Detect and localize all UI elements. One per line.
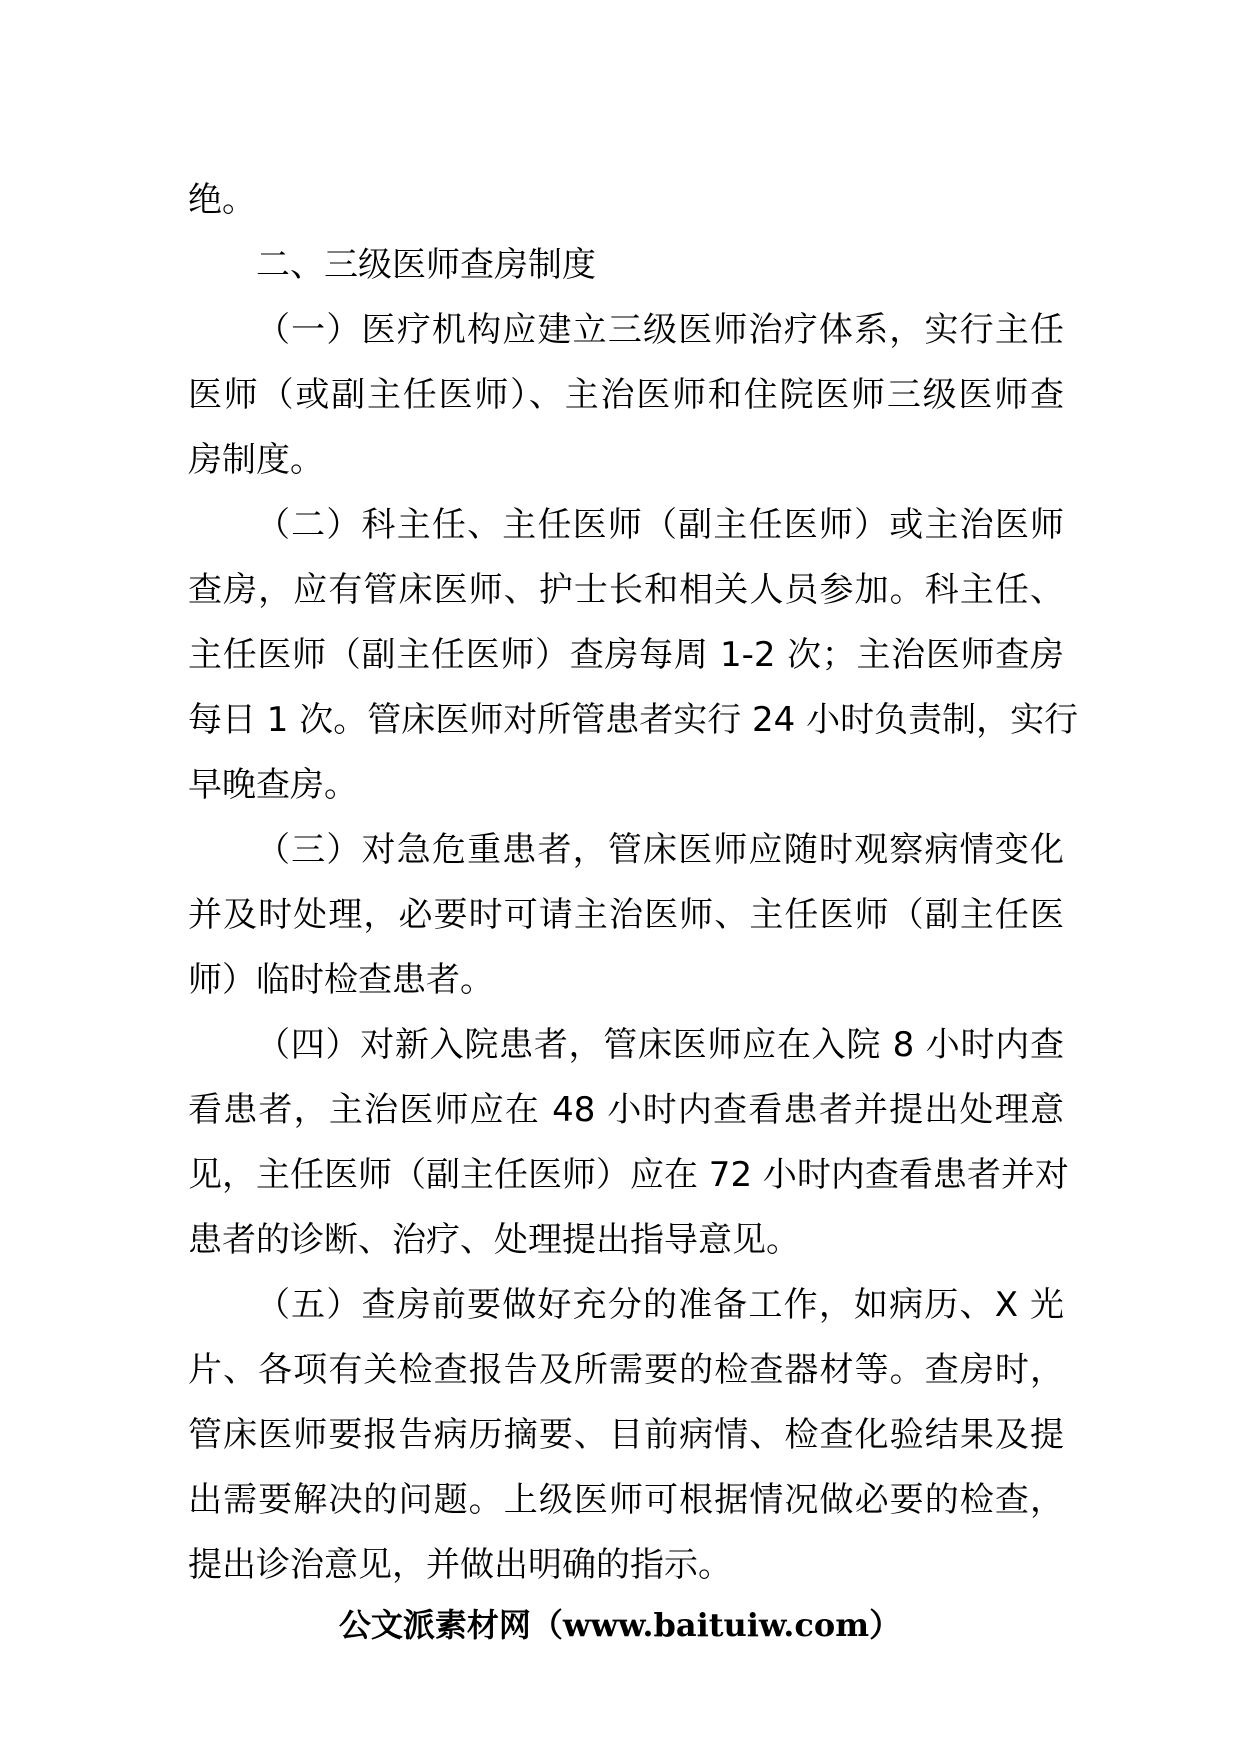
- text-line: 看患者，主治医师应在 48 小时内查看患者并提出处理意: [188, 1090, 1064, 1130]
- text-line: 提出诊治意见，并做出明确的指示。: [188, 1545, 732, 1585]
- text-line: 出需要解决的问题。上级医师可根据情况做必要的检查，: [188, 1480, 1064, 1520]
- text-line: 主任医师（副主任医师）查房每周 1-2 次；主治医师查房: [188, 635, 1064, 675]
- text-line: （四）对新入院患者，管床医师应在入院 8 小时内查: [256, 1025, 1064, 1065]
- text-line: （三）对急危重患者，管床医师应随时观察病情变化: [256, 830, 1064, 870]
- text-line: 医师（或副主任医师）、主治医师和住院医师三级医师查: [188, 375, 1064, 415]
- text-line: 房制度。: [188, 440, 324, 480]
- text-line: 患者的诊断、治疗、处理提出指导意见。: [188, 1220, 800, 1260]
- text-line: （二）科主任、主任医师（副主任医师）或主治医师: [256, 505, 1064, 545]
- text-line: （五）查房前要做好充分的准备工作，如病历、X 光: [256, 1285, 1064, 1325]
- text-line: 师）临时检查患者。: [188, 960, 494, 1000]
- text-line: 片、各项有关检查报告及所需要的检查器材等。查房时，: [188, 1350, 1064, 1390]
- document-body: [188, 168, 1079, 1598]
- text-line: 见，主任医师（副主任医师）应在 72 小时内查看患者并对: [188, 1155, 1069, 1195]
- text-line: （一）医疗机构应建立三级医师治疗体系，实行主任: [256, 310, 1064, 350]
- footer-watermark: 公文派素材网（www.baituiw.com）: [338, 1606, 902, 1644]
- text-line: 早晚查房。: [188, 765, 358, 805]
- text-line: 并及时处理，必要时可请主治医师、主任医师（副主任医: [188, 895, 1064, 935]
- text-line: 二、三级医师查房制度: [256, 245, 596, 285]
- text-line: 查房，应有管床医师、护士长和相关人员参加。科主任、: [188, 570, 1064, 610]
- text-line: 绝。: [188, 180, 256, 220]
- text-line: 管床医师要报告病历摘要、目前病情、检查化验结果及提: [188, 1415, 1064, 1455]
- text-line: 每日 1 次。管床医师对所管患者实行 24 小时负责制，实行: [188, 700, 1079, 740]
